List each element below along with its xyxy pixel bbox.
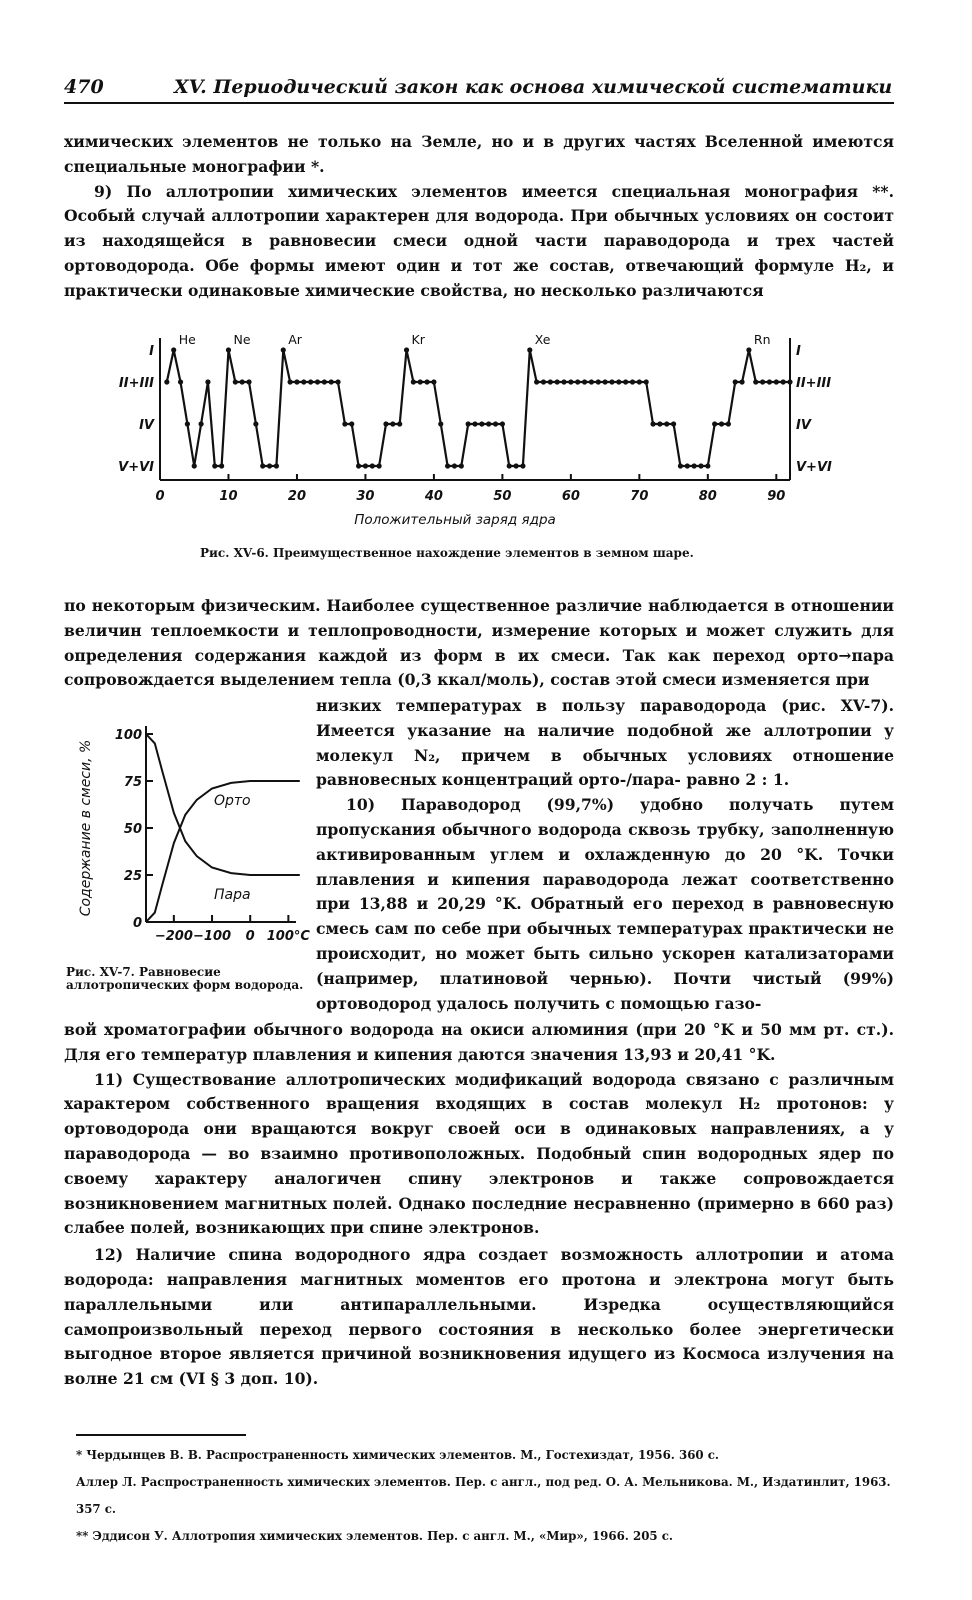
fig6-data-point: [609, 379, 614, 384]
fig6-data-point: [226, 347, 231, 352]
fig6-data-point: [438, 421, 443, 426]
fig6-data-point: [589, 379, 594, 384]
fig6-left-level-label: V+VI: [118, 460, 154, 475]
fig6-data-point: [397, 421, 402, 426]
fig6-data-point: [692, 463, 697, 468]
fig6-x-tick-label: 40: [424, 489, 443, 504]
fig7-ortho-label: Орто: [214, 793, 251, 809]
footnote-3: ** Эддисон У. Аллотропия химических элементов. Пер. с англ. М., «Мир», 1966. 205 с.: [76, 1529, 674, 1543]
fig6-data-point: [424, 379, 429, 384]
fig6-data-point: [623, 379, 628, 384]
fig6-data-point: [205, 379, 210, 384]
fig6-data-point: [746, 347, 751, 352]
fig6-element-label: Rn: [753, 332, 771, 347]
fig6-element-label: Ar: [288, 332, 302, 347]
paragraph-12: 12) Наличие спина водородного ядра создает возможность аллотропии и атома водорода: направления магнитных моментов его протона и электрона могут быть параллельными или антипараллельными. Изредка осуществляющийся самопроизвольный переход первого состояния в несколько более энергетически выгодное второе является причиной возникновения идущего из Космоса излучения на волне 21 см (VI § 3 доп. 10).: [64, 1245, 894, 1389]
fig6-data-point: [541, 379, 546, 384]
fig6-data-point: [671, 421, 676, 426]
fig7-x-tick-label: −100: [193, 929, 232, 944]
fig6-x-tick-label: 30: [356, 489, 375, 504]
fig6-data-point: [568, 379, 573, 384]
fig6-data-point: [644, 379, 649, 384]
fig6-data-point: [246, 379, 251, 384]
fig6-data-point: [274, 463, 279, 468]
fig6-data-point: [698, 463, 703, 468]
fig6-data-point: [212, 463, 217, 468]
page-header: [64, 76, 894, 104]
fig6-data-point: [712, 421, 717, 426]
figure-xv-6: [100, 330, 860, 540]
fig7-y-tick-label: 75: [123, 775, 142, 790]
fig6-x-tick-label: 60: [561, 489, 580, 504]
fig6-data-point: [664, 421, 669, 426]
fig6-left-level-label: II+III: [118, 376, 154, 391]
fig6-data-point: [787, 379, 792, 384]
lower-text: [64, 1018, 894, 1392]
fig6-data-point: [192, 463, 197, 468]
fig6-left-level-label: IV: [139, 418, 154, 433]
fig6-data-point: [294, 379, 299, 384]
fig6-data-point: [685, 463, 690, 468]
fig6-right-level-label: I: [796, 344, 801, 359]
footnote-1: * Чердынцев В. В. Распространенность химических элементов. М., Гостехиздат, 1956. 360 с.: [76, 1448, 720, 1462]
paragraph-10-full: вой хроматографии обычного водорода на окиси алюминия (при 20 °K и 50 мм рт. ст.). Для его температур плавления и кипения даются значения 13,93 и 20,41 °K.: [64, 1020, 894, 1064]
fig6-data-point: [616, 379, 621, 384]
fig6-data-point: [548, 379, 553, 384]
fig6-data-point: [760, 379, 765, 384]
fig6-data-point: [534, 379, 539, 384]
figure-xv-6-caption: Рис. XV-6. Преимущественное нахождение элементов в земном шаре.: [200, 546, 694, 560]
paragraph-10-right: 10) Параводород (99,7%) удобно получать путем пропускания обычного водорода сквозь трубку, заполненную активированным углем и охлажденную до 20 °K. Точки плавления и кипения параводорода лежат соответственно при 13,88 и 20,29 °K. Обратный его переход в равновесную смесь сам по себе при обычных температурах практически не происходит, но может быть сильно ускорен катализаторами (например, платиновой чернью). Почти чистый (99%) ортоводород удалось получить с помощью газо-: [316, 795, 894, 1013]
fig6-data-point: [356, 463, 361, 468]
fig6-data-point: [178, 379, 183, 384]
fig6-data-point: [513, 463, 518, 468]
fig6-data-point: [575, 379, 580, 384]
fig6-data-point: [390, 421, 395, 426]
fig6-data-point: [445, 463, 450, 468]
fig6-data-point: [781, 379, 786, 384]
fig6-data-point: [657, 421, 662, 426]
fig7-x-tick-label: 100°C: [266, 929, 310, 944]
paragraph-top: химических элементов не только на Земле, но и в других частях Вселенной имеются специальные монографии *.: [64, 132, 894, 176]
fig6-data-point: [466, 421, 471, 426]
fig6-data-point: [431, 379, 436, 384]
fig6-data-point: [335, 379, 340, 384]
footnote-2: Аллер Л. Распространенность химических элементов. Пер. с англ., под ред. О. А. Мельникова. М., Издатинлит, 1963. 357 с.: [76, 1475, 891, 1516]
fig6-data-point: [171, 347, 176, 352]
fig6-x-axis-title: Положительный заряд ядра: [354, 512, 556, 528]
fig6-data-point: [774, 379, 779, 384]
fig6-labels: [118, 332, 832, 528]
fig6-marks: [164, 347, 792, 468]
fig6-data-point: [472, 421, 477, 426]
fig6-data-point: [726, 421, 731, 426]
fig6-data-point: [164, 379, 169, 384]
fig6-data-point: [383, 421, 388, 426]
fig6-data-point: [493, 421, 498, 426]
fig6-data-point: [329, 379, 334, 384]
fig6-element-label: He: [178, 332, 196, 347]
fig6-data-point: [500, 421, 505, 426]
fig6-data-point: [240, 379, 245, 384]
footnotes: [76, 1442, 896, 1550]
fig6-data-point: [267, 463, 272, 468]
fig7-x-tick-label: 0: [245, 929, 255, 944]
fig7-y-tick-label: 25: [123, 869, 142, 884]
fig6-data-point: [185, 421, 190, 426]
fig6-data-point: [596, 379, 601, 384]
right-column-text: [316, 694, 894, 1016]
fig6-data-point: [349, 421, 354, 426]
fig6-data-point: [233, 379, 238, 384]
fig6-right-level-label: IV: [796, 418, 811, 433]
fig6-data-point: [452, 463, 457, 468]
fig6-data-point: [219, 463, 224, 468]
figure-xv-7: [70, 700, 310, 960]
fig6-data-point: [315, 379, 320, 384]
fig6-series-line: [167, 350, 790, 466]
fig6-data-point: [411, 379, 416, 384]
page-number: 470: [64, 76, 104, 98]
fig6-data-point: [322, 379, 327, 384]
running-title: XV. Периодический закон как основа химической систематики: [174, 76, 893, 98]
fig6-element-label: Xe: [534, 332, 551, 347]
top-text: [64, 130, 894, 304]
fig6-data-point: [767, 379, 772, 384]
fig6-data-point: [719, 421, 724, 426]
fig6-data-point: [520, 463, 525, 468]
fig6-x-tick-label: 80: [698, 489, 717, 504]
fig7-labels: [78, 728, 310, 944]
fig6-data-point: [603, 379, 608, 384]
fig6-data-point: [479, 421, 484, 426]
fig6-data-point: [507, 463, 512, 468]
fig6-data-point: [650, 421, 655, 426]
fig6-x-tick-label: 20: [287, 489, 307, 504]
fig6-x-tick-label: 70: [630, 489, 649, 504]
fig6-data-point: [753, 379, 758, 384]
fig6-element-label: Ne: [233, 332, 251, 347]
fig6-data-point: [377, 463, 382, 468]
fig6-data-point: [637, 379, 642, 384]
fig6-data-point: [486, 421, 491, 426]
fig6-data-point: [301, 379, 306, 384]
fig7-y-tick-label: 0: [132, 916, 142, 931]
fig6-data-point: [630, 379, 635, 384]
fig7-y-tick-label: 100: [114, 728, 142, 743]
fig6-data-point: [527, 347, 532, 352]
fig6-data-point: [198, 421, 203, 426]
fig6-data-point: [253, 421, 258, 426]
fig6-right-level-label: II+III: [796, 376, 832, 391]
fig6-x-tick-label: 0: [155, 489, 165, 504]
paragraph-mid-right: низких температурах в пользу параводорода (рис. XV-7). Имеется указание на наличие подобной же аллотропии у молекул N₂, причем в обычных условиях отношение равновесных концентраций орто-/пара- равно 2 : 1.: [316, 696, 894, 790]
fig6-data-point: [733, 379, 738, 384]
fig7-x-tick-label: −200: [154, 929, 193, 944]
fig6-data-point: [363, 463, 368, 468]
fig6-data-point: [404, 347, 409, 352]
fig6-data-point: [260, 463, 265, 468]
fig6-data-point: [370, 463, 375, 468]
fig6-data-point: [705, 463, 710, 468]
fig7-y-tick-label: 50: [123, 822, 142, 837]
fig6-data-point: [342, 421, 347, 426]
fig6-element-label: Kr: [411, 332, 425, 347]
fig6-data-point: [459, 463, 464, 468]
fig6-x-tick-label: 50: [493, 489, 512, 504]
fig6-x-tick-label: 10: [219, 489, 238, 504]
fig6-data-point: [281, 347, 286, 352]
footnote-rule: [76, 1434, 246, 1436]
fig6-data-point: [739, 379, 744, 384]
fig6-data-point: [561, 379, 566, 384]
fig6-data-point: [582, 379, 587, 384]
fig6-right-level-label: V+VI: [796, 460, 832, 475]
paragraph-9: 9) По аллотропии химических элементов имеется специальная монография **. Особый случай аллотропии характерен для водорода. При обычных условиях он состоит из находящейся в равновесии смеси одной части параводорода и трех частей ортоводорода. Обе формы имеют один и тот же состав, отвечающий формуле H₂, и практически одинаковые химические свойства, но несколько различаются: [64, 181, 894, 300]
fig7-para-label: Пара: [214, 887, 251, 903]
fig6-data-point: [288, 379, 293, 384]
fig7-y-axis-title: Содержание в смеси, %: [78, 739, 94, 917]
paragraph-11: 11) Существование аллотропических модификаций водорода связано с различным характером собственного вращения входящих в состав молекул H₂ протонов: у ортоводорода они вращаются вокруг своей оси в одинаковых направлениях, а у параводорода — во взаимно противоположных. Подобный спин водородных ядер по своему характеру аналогичен спину электронов и также сопровождается возникновением магнитных полей. Однако последние несравненно (примерно в 660 раз) слабее полей, возникающих при спине электронов.: [64, 1069, 894, 1238]
fig6-x-tick-label: 90: [767, 489, 786, 504]
fig6-data-point: [678, 463, 683, 468]
fig6-data-point: [308, 379, 313, 384]
fig6-data-point: [555, 379, 560, 384]
paragraph-mid: по некоторым физическим. Наиболее существенное различие наблюдается в отношении величин теплоемкости и теплопроводности, измерение которых и может служить для определения содержания каждой из форм в их смеси. Так как переход орто→пара сопровождается выделением тепла (0,3 ккал/моль), состав этой смеси изменяется при: [64, 596, 894, 690]
fig6-data-point: [418, 379, 423, 384]
fig6-left-level-label: I: [149, 344, 154, 359]
figure-xv-7-caption: Рис. XV-7. Равновесие аллотропических форм водорода.: [66, 965, 304, 992]
